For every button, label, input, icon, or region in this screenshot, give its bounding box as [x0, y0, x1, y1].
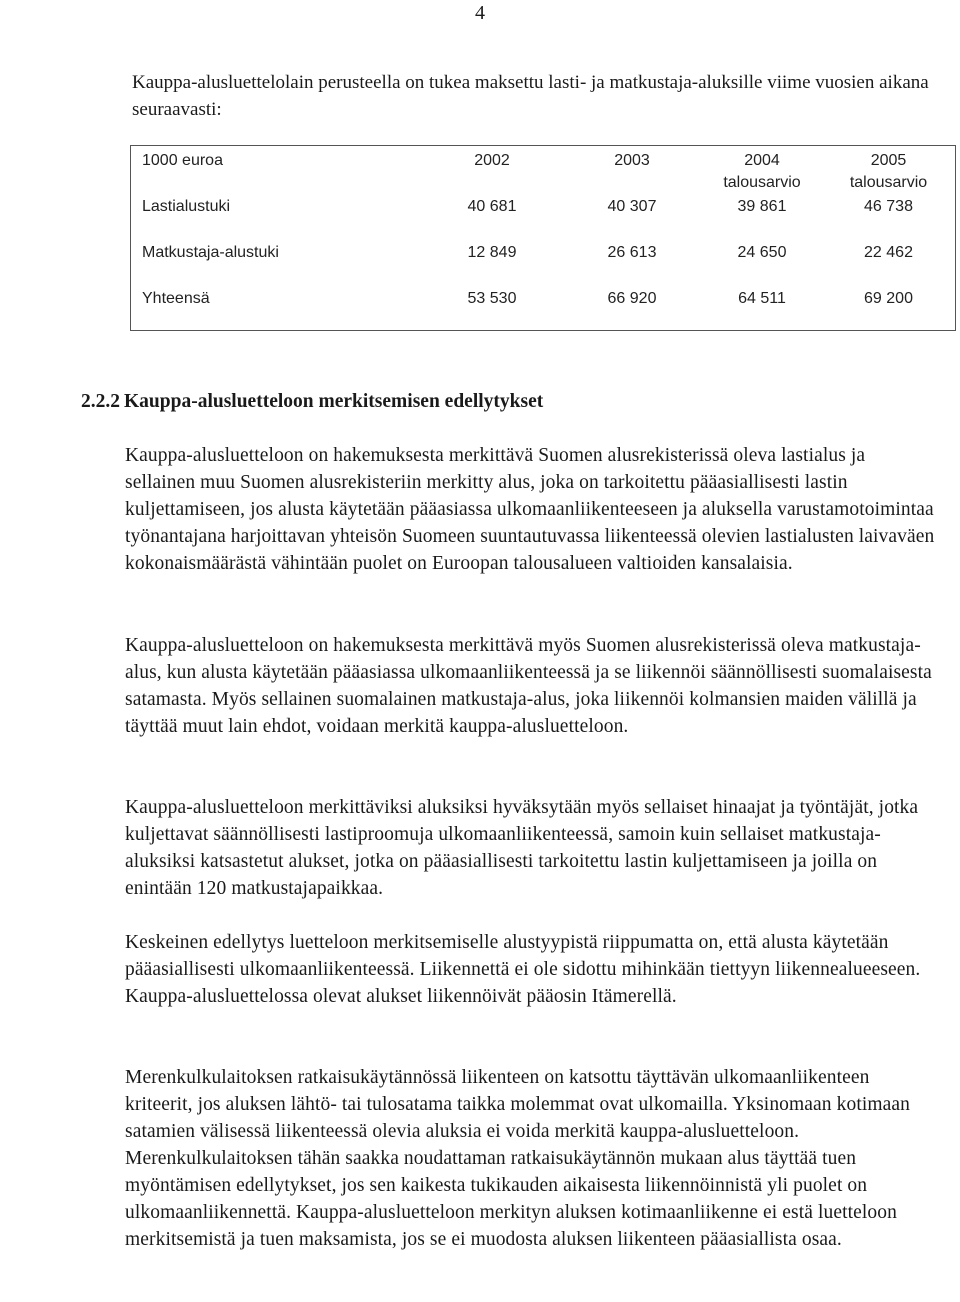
cell-2004: 24 650 [737, 244, 787, 261]
header-2005 [822, 146, 955, 196]
header-2004-year: 2004 [744, 152, 780, 169]
paragraph-3: Kauppa-alusluetteloon merkittäviksi aluksiksi hyväksytään myös sellaiset hinaajat ja työntäjät, jotka kuljettavat säännöllisesti lastiproomuja ulkomaanliikenteessä, samoin kuin sellaiset matkustaja-aluksiksi katsastetut alukset, jotka on pääasiallisesti tarkoitettu lastin kuljettamiseen ja joilla on enintään 120 matkustajapaikkaa. [125, 797, 919, 899]
subsidy-table-grid [131, 146, 955, 334]
row-label: Lastialustuki [142, 198, 231, 215]
intro-paragraph: Kauppa-alusluettelolain perusteella on tukea maksettu lasti- ja matkustaja-aluksille viime vuosien aikana seuraavasti: [132, 72, 929, 120]
row-label: Yhteensä [142, 290, 210, 307]
subsidy-table [130, 145, 956, 331]
cell-2002: 40 681 [467, 198, 517, 215]
header-2003: 2003 [614, 152, 650, 169]
table-row [131, 288, 955, 334]
paragraph-4: Keskeinen edellytys luetteloon merkitsemiselle alustyypistä riippumatta on, että alusta käytetään pääasiallisesti ulkomaanliikenteessä. Liikennettä ei ole sidottu mihinkään tiettyyn liikennealueeseen. Kauppa-alusluettelossa olevat alukset liikennöivät pääosin Itämerellä. [125, 932, 921, 1007]
cell-2005: 22 462 [864, 244, 913, 261]
cell-2004: 39 861 [737, 198, 787, 215]
cell-2003: 40 307 [607, 198, 657, 215]
header-2005-year: 2005 [870, 152, 907, 169]
table-header-row [131, 146, 955, 196]
page-number: 4 [475, 2, 485, 24]
header-unit: 1000 euroa [142, 152, 223, 169]
cell-2003: 66 920 [607, 290, 657, 307]
header-2005-note: talousarvio [849, 174, 928, 191]
header-2004 [702, 146, 822, 196]
header-2002: 2002 [474, 152, 510, 169]
cell-2002: 53 530 [467, 290, 517, 307]
paragraph-1: Kauppa-alusluetteloon on hakemuksesta merkittävä Suomen alusrekisterissä oleva lastialus ja sellainen muu Suomen alusrekisteriin merkitty alus, joka on tarkoitettu pääasiallisesti lastin kuljettamiseen, jos alusta käytetään pääasiassa ulkomaanliikenteeseen ja aluksella varustamotoimintaa työnantajana harjoittavan yhteisön Suomeen suuntautuvassa liikenteessä olevien lastialusten laivaväen kokonaismäärästä vähintään puolet on Euroopan talousalueen valtioiden kansalaisia. [125, 445, 935, 574]
paragraph-2: Kauppa-alusluetteloon on hakemuksesta merkittävä myös Suomen alusrekisterissä oleva matkustaja-alus, kun alusta käytetään pääasiassa ulkomaanliikenteessä ja se liikennöi säännöllisesti suomalaisesta satamasta. Myös sellainen suomalainen matkustaja-alus, joka liikennöi kolmansien maiden välillä ja täyttää muut lain ehdot, voidaan merkitä kauppa-alusluetteloon. [125, 635, 932, 737]
paragraph-5: Merenkulkulaitoksen ratkaisukäytännössä liikenteen on katsottu täyttävän ulkomaanliikenteen kriteerit, jos aluksen lähtö- tai tulosatama taikka molemmat ovat ulkomailla. Yksinomaan kotimaan satamien välisessä liikenteessä olevia aluksia ei voida merkitä kauppa-alusluetteloon. Merenkulkulaitoksen tähän saakka noudattaman ratkaisukäytännön mukaan alus täyttää tuen myöntämisen edellytykset, jos sen kaikesta tukikauden aikaisesta liikennöinnistä yli puolet on ulkomaanliikennettä. Kauppa-alusluetteloon merkityn aluksen kotimaanliikenne ei estä luetteloon merkitsemistä ja tuen maksamista, jos se ei muodosta aluksen liikenteen pääasiallista osaa. [125, 1067, 910, 1250]
table-row [131, 242, 955, 288]
cell-2003: 26 613 [607, 244, 657, 261]
section-number: 2.2.2 [81, 391, 120, 412]
section-title: Kauppa-alusluetteloon merkitsemisen edellytykset [124, 391, 544, 412]
section-heading [0, 388, 940, 416]
cell-2005: 46 738 [864, 198, 913, 215]
table-row [131, 196, 955, 242]
header-2004-note: talousarvio [723, 174, 801, 191]
cell-2002: 12 849 [467, 244, 517, 261]
row-label: Matkustaja-alustuki [142, 244, 279, 261]
cell-2004: 64 511 [738, 290, 786, 307]
cell-2005: 69 200 [864, 290, 913, 307]
